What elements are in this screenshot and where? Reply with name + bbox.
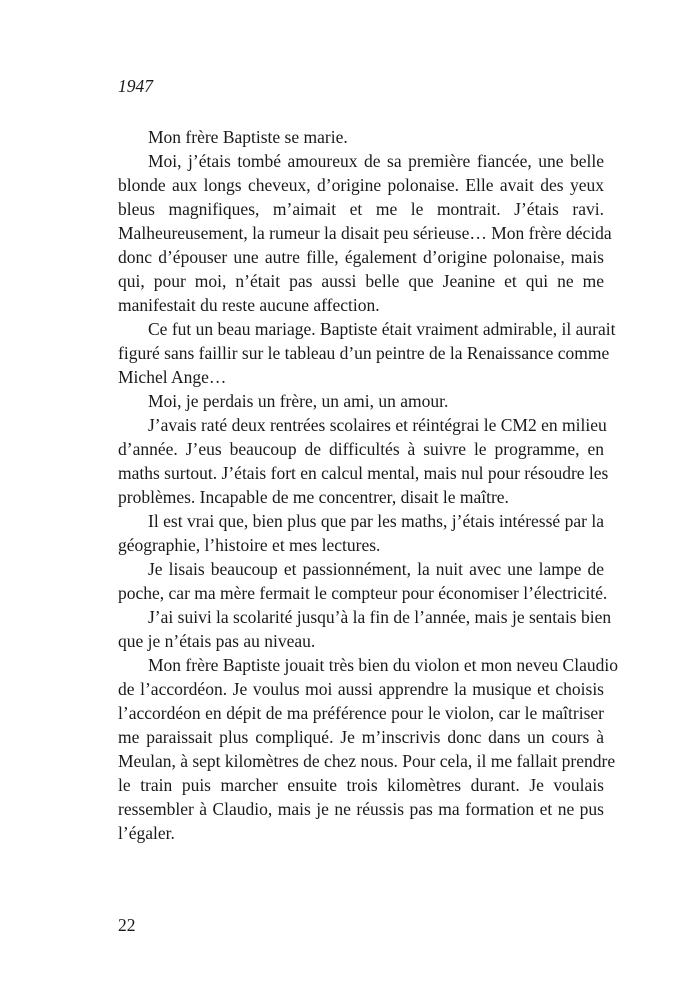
- chapter-year-heading: 1947: [118, 76, 153, 96]
- text-line: géographie, l’histoire et mes lectures.: [118, 535, 381, 555]
- paragraph: [118, 389, 604, 413]
- text-line: Michel Ange…: [118, 367, 227, 387]
- text-line: Il est vrai que, bien plus que par les maths, j’étais intéressé par la: [148, 511, 604, 531]
- text-line: manifestait du reste aucune affection.: [118, 295, 380, 315]
- paragraph: [118, 317, 616, 389]
- body-text: [118, 125, 618, 845]
- text-line: Mon frère Baptiste se marie.: [148, 127, 348, 147]
- text-line: blonde aux longs cheveux, d’origine polonaise. Elle avait des yeux: [118, 175, 604, 195]
- text-line: d’année. J’eus beaucoup de difficultés à suivre le programme, en: [118, 439, 604, 459]
- text-line: donc d’épouser une autre fille, également d’origine polonaise, mais: [118, 247, 604, 267]
- text-line: me paraissait plus compliqué. Je m’inscrivis donc dans un cours à: [118, 727, 604, 747]
- paragraph: [118, 557, 608, 605]
- page-number: 22: [118, 915, 136, 935]
- text-line: que je n’étais pas au niveau.: [118, 631, 316, 651]
- text-line: J’avais raté deux rentrées scolaires et réintégrai le CM2 en milieu: [148, 415, 607, 435]
- text-line: l’égaler.: [118, 823, 175, 843]
- text-line: maths surtout. J’étais fort en calcul mental, mais nul pour résoudre les: [118, 463, 609, 483]
- text-line: qui, pour moi, n’était pas aussi belle que Jeanine et qui ne me: [118, 271, 604, 291]
- paragraph: [118, 125, 604, 149]
- text-line: Malheureusement, la rumeur la disait peu sérieuse… Mon frère décida: [118, 223, 612, 243]
- text-line: ressembler à Claudio, mais je ne réussis pas ma formation et ne pus: [118, 799, 604, 819]
- text-line: J’ai suivi la scolarité jusqu’à la fin de l’année, mais je sentais bien: [148, 607, 612, 627]
- paragraph: [118, 149, 612, 317]
- paragraph: [118, 605, 612, 653]
- text-line: Meulan, à sept kilomètres de chez nous. Pour cela, il me fallait prendre: [118, 751, 616, 771]
- paragraph: [118, 509, 604, 557]
- text-line: Moi, je perdais un frère, un ami, un amour.: [148, 391, 449, 411]
- paragraph: [118, 413, 609, 509]
- text-line: poche, car ma mère fermait le compteur pour économiser l’électricité.: [118, 583, 608, 603]
- text-line: Je lisais beaucoup et passionnément, la nuit avec une lampe de: [148, 559, 604, 579]
- text-line: Moi, j’étais tombé amoureux de sa première fiancée, une belle: [148, 151, 604, 171]
- paragraph: [118, 653, 618, 845]
- text-line: bleus magnifiques, m’aimait et me le montrait. J’étais ravi.: [118, 199, 604, 219]
- text-line: figuré sans faillir sur le tableau d’un peintre de la Renaissance comme: [118, 343, 610, 363]
- text-line: de l’accordéon. Je voulus moi aussi apprendre la musique et choisis: [118, 679, 604, 699]
- text-line: Mon frère Baptiste jouait très bien du violon et mon neveu Claudio: [148, 655, 618, 675]
- text-line: l’accordéon en dépit de ma préférence pour le violon, car le maîtriser: [118, 703, 604, 723]
- text-line: Ce fut un beau mariage. Baptiste était vraiment admirable, il aurait: [148, 319, 616, 339]
- text-line: problèmes. Incapable de me concentrer, disait le maître.: [118, 487, 509, 507]
- text-line: le train puis marcher ensuite trois kilomètres durant. Je voulais: [118, 775, 604, 795]
